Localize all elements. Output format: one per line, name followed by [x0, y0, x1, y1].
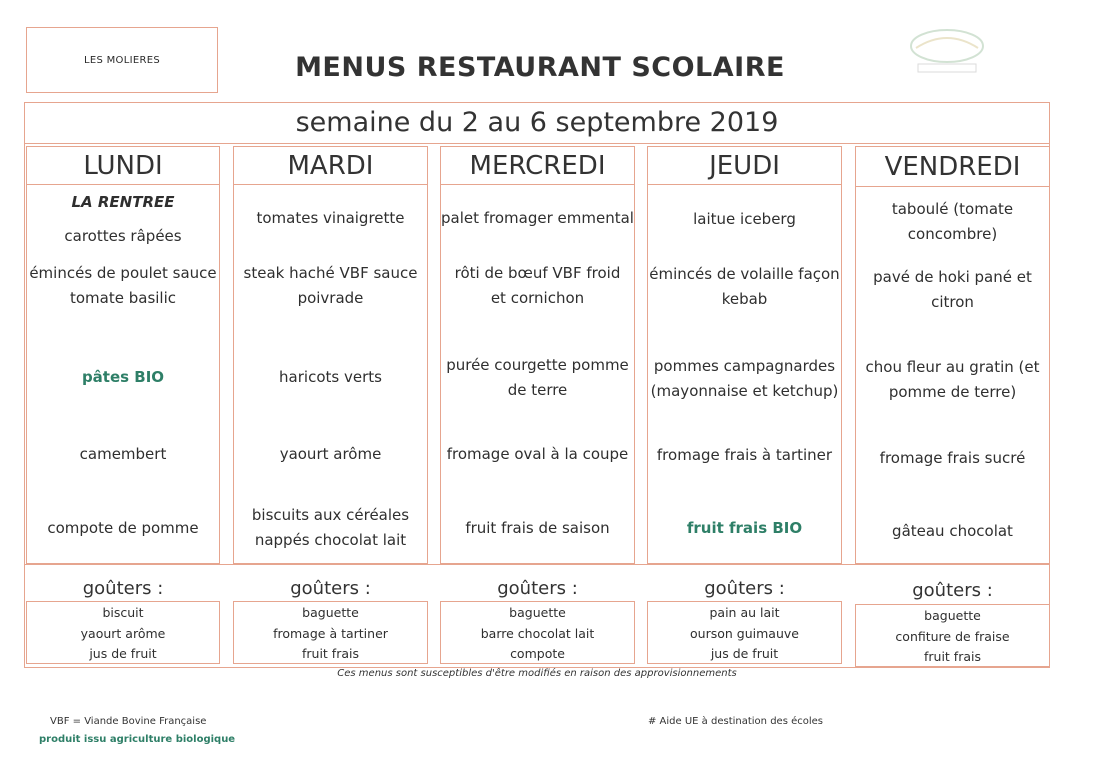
entree: tomates vinaigrette [256, 209, 405, 227]
dairy: fromage frais à tartiner [656, 446, 833, 464]
gouter-box-mardi [233, 601, 428, 664]
dessert: compote de pomme [47, 519, 199, 537]
main-dish-line: poivrade [297, 289, 364, 307]
entree: carottes râpées [64, 227, 182, 245]
entree: laitue iceberg [693, 210, 796, 228]
side-dish [441, 353, 634, 403]
day-column-lundi [26, 146, 220, 564]
divider [24, 564, 1050, 565]
side-dish-line: pomme de terre) [888, 383, 1017, 401]
day-name: VENDREDI [856, 147, 1049, 187]
gouter-item: confiture de fraise [895, 628, 1010, 644]
entree [856, 197, 1049, 247]
dessert: gâteau chocolat [892, 522, 1013, 540]
main-dish-line: rôti de bœuf VBF froid [454, 264, 621, 282]
special-note: LA RENTREE [71, 193, 175, 211]
gouter-item: jus de fruit [89, 646, 157, 661]
side-dish-line: chou fleur au gratin (et [865, 358, 1040, 376]
legend-ue: # Aide UE à destination des écoles [648, 716, 823, 727]
week-title: semaine du 2 au 6 septembre 2019 [295, 107, 779, 138]
side-dish: pâtes BIO [81, 368, 165, 386]
day-name: LUNDI [27, 147, 219, 185]
legend-vbf: VBF = Viande Bovine Française [50, 716, 207, 727]
gouter-item: jus de fruit [710, 646, 779, 661]
day-name: JEUDI [648, 147, 841, 185]
gouter-item: fruit frais [924, 649, 981, 664]
school-name: LES MOLIERES [84, 54, 160, 66]
main-dish-line: tomate basilic [69, 289, 177, 307]
dessert: fruit frais BIO [686, 519, 803, 537]
dairy: fromage oval à la coupe [446, 445, 629, 463]
main-dish [234, 261, 427, 311]
main-dish [856, 265, 1049, 315]
gouter-box-lundi [26, 601, 220, 664]
supply-notice: Ces menus sont susceptibles d'être modifiés en raison des approvisionnements [337, 668, 737, 679]
gouter-item: fromage à tartiner [273, 625, 388, 641]
main-dish-line: et cornichon [490, 289, 585, 307]
main-dish-line: émincés de volaille façon [649, 265, 840, 283]
day-column-jeudi [647, 146, 842, 564]
day-column-vendredi [855, 146, 1050, 564]
school-name-box [26, 27, 218, 93]
entree-line: concombre) [907, 225, 998, 243]
main-dish-line: émincés de poulet sauce [29, 264, 217, 282]
main-dish [441, 261, 634, 311]
main-dish-line: pavé de hoki pané et [873, 268, 1032, 286]
day-name: MARDI [234, 147, 427, 185]
main-dish-line: kebab [721, 290, 768, 308]
side-dish [856, 355, 1049, 405]
side-dish-line: pommes campagnardes [653, 357, 836, 375]
gouter-item: pain au lait [709, 605, 780, 620]
logo-watermark [906, 26, 988, 78]
dairy: fromage frais sucré [879, 449, 1026, 467]
main-dish [27, 261, 219, 311]
gouter-title: goûters : [704, 578, 785, 599]
day-column-mardi [233, 146, 428, 564]
side-dish-line: de terre [507, 381, 568, 399]
side-dish-line: purée courgette pomme [446, 356, 629, 374]
gouter-box-mercredi [440, 601, 635, 664]
gouter-box-jeudi [647, 601, 842, 664]
gouter-box-vendredi [855, 604, 1050, 667]
gouter-title: goûters : [290, 578, 371, 599]
gouter-item: ourson guimauve [690, 625, 799, 641]
entree-line: taboulé (tomate [891, 200, 1014, 218]
gouter-item: barre chocolat lait [480, 625, 595, 641]
gouter-item: baguette [509, 605, 566, 620]
dessert [234, 503, 427, 553]
dessert-line: biscuits aux céréales [251, 506, 410, 524]
gouter-title: goûters : [497, 578, 578, 599]
side-dish-line: (mayonnaise et ketchup) [650, 382, 839, 400]
gouter-item: biscuit [102, 605, 144, 620]
main-dish-line: citron [931, 293, 974, 311]
gouter-title: goûters : [912, 580, 993, 601]
gouter-item: baguette [302, 605, 359, 620]
day-name: MERCREDI [441, 147, 634, 185]
gouter-item: fruit frais [302, 646, 359, 661]
gouter-title: goûters : [82, 578, 164, 599]
side-dish [648, 354, 841, 404]
dairy: yaourt arôme [279, 445, 382, 463]
dessert: fruit frais de saison [465, 519, 610, 537]
dessert-line: nappés chocolat lait [254, 531, 407, 549]
main-dish [648, 262, 841, 312]
gouter-item: baguette [924, 608, 981, 623]
day-column-mercredi [440, 146, 635, 564]
gouter-item: yaourt arôme [80, 625, 166, 641]
divider [24, 143, 1050, 144]
gouter-item: compote [510, 646, 565, 661]
entree: palet fromager emmental [441, 209, 634, 227]
dairy: camembert [79, 445, 167, 463]
side-dish: haricots verts [279, 368, 382, 386]
legend-bio: produit issu agriculture biologique [39, 734, 236, 745]
main-dish-line: steak haché VBF sauce [243, 264, 418, 282]
page-title: MENUS RESTAURANT SCOLAIRE [295, 52, 785, 83]
